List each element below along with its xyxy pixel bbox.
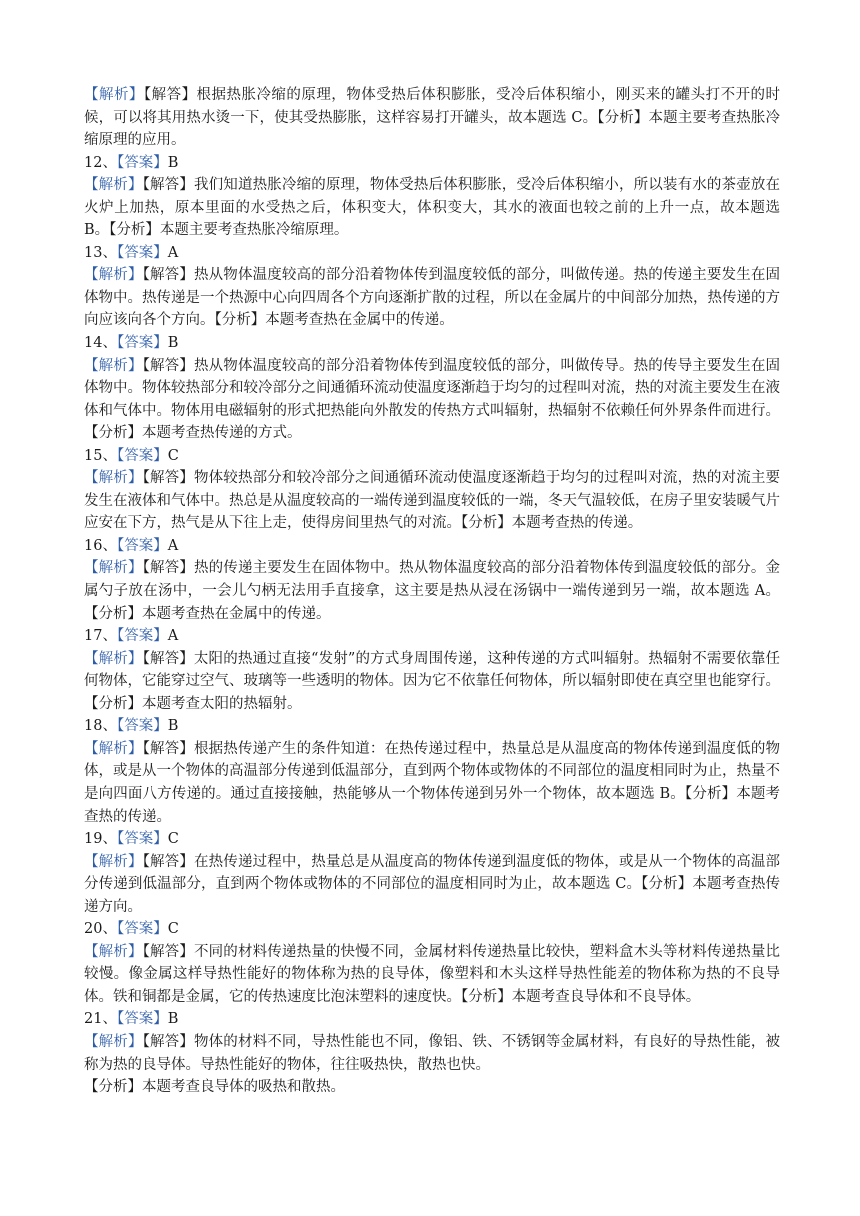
explanation-tag: 【解析】: [84, 560, 143, 577]
explanation-paragraph: [84, 264, 780, 332]
explanation-text: 【解答】根据热传递产生的条件知道：在热传递过程中，热量总是从温度高的物体传递到温度低的物体，或是从一个物体的高温部分传递到低温部分，直到两个物体或物体的不同部位的温度相同时为止，热量不是向四面八方传递的。通过直接接触，热能够从一个物体传递到另外一个物体，故本题选 B。【分析】本题考查热的传递。: [84, 740, 781, 825]
analysis-text: 【分析】本题考查太阳的热辐射。: [84, 695, 302, 712]
explanation-text: 【解答】在热传递过程中，热量总是从温度高的物体传递到温度低的物体，或是从一个物体的高温部分传递到低温部分，直到两个物体或物体的不同部位的温度相同时为止，故本题选 C。【分析】本题考查热传递方向。: [84, 853, 781, 915]
explanation-text: 【解答】热从物体温度较高的部分沿着物体传到温度较低的部分，叫做传导。热的传导主要发生在固体物中。物体较热部分和较冷部分之间通循环流动使温度逐渐趋于均匀的过程叫对流，热的对流主要发生在液体和气体中。物体用电磁辐射的形式把热能向外散发的传热方式叫辐射，热辐射不依赖任何外界条件而进行。【分析】本题考查热传递的方式。: [84, 357, 781, 442]
explanation-text: 【解答】物体的材料不同，导热性能也不同，像铝、铁、不锈钢等金属材料，有良好的导热性能，被称为热的良导体。导热性能好的物体，往往吸热快，散热也快。: [84, 1033, 781, 1073]
explanation-text: 【解答】不同的材料传递热量的快慢不同，金属材料传递热量比较快，塑料盒木头等材料传递热量比较慢。像金属这样导热性能好的物体称为热的良导体，像塑料和木头这样导热性能差的物体称为热的不良导体。铁和铜都是金属，它的传热速度比泡沫塑料的速度快。【分析】本题考查良导体和不良导体。: [84, 943, 781, 1005]
answer-tag: 【答案】: [116, 537, 168, 554]
explanation-paragraph: [84, 84, 780, 152]
answer-line: [84, 715, 780, 738]
answer-value: B: [167, 718, 179, 735]
question-number: 15、: [84, 447, 117, 464]
answer-value: A: [167, 628, 179, 645]
explanation-paragraph: [84, 941, 780, 1009]
explanation-paragraph: [84, 851, 780, 919]
explanation-tag: 【解析】: [84, 87, 144, 103]
explanation-tag: 【解析】: [84, 267, 143, 284]
explanation-tag: 【解析】: [84, 740, 143, 757]
question-number: 19、: [84, 831, 117, 848]
answer-tag: 【答案】: [116, 154, 168, 171]
analysis-line: [84, 1076, 780, 1099]
answer-value: C: [167, 921, 179, 938]
explanation-paragraph: [84, 648, 780, 693]
answer-line: [84, 242, 780, 265]
explanation-paragraph: [84, 738, 780, 828]
question-number: 12、: [84, 154, 117, 171]
answer-value: A: [167, 244, 179, 261]
explanation-tag: 【解析】: [84, 650, 143, 667]
explanation-tag: 【解析】: [84, 1033, 143, 1050]
explanation-text: 【解答】太阳的热通过直接“发射”的方式身周围传递，这种传递的方式叫辐射。热辐射不需要依靠任何物体，它能穿过空气、玻璃等一些透明的物体。因为它不依靠任何物体，所以辐射即使在真空里也能穿行。: [84, 650, 780, 690]
answer-tag: 【答案】: [116, 628, 168, 645]
explanation-paragraph: [84, 467, 780, 535]
explanation-tag: 【解析】: [84, 177, 143, 194]
answer-line: [84, 535, 780, 558]
question-number: 14、: [84, 335, 117, 352]
answer-value: A: [167, 537, 179, 554]
answer-line: [84, 625, 780, 648]
explanation-paragraph: [84, 174, 780, 242]
question-number: 20、: [84, 921, 117, 938]
answer-tag: 【答案】: [116, 921, 168, 938]
answer-tag: 【答案】: [116, 831, 168, 848]
explanation-paragraph: [84, 1031, 780, 1076]
question-number: 18、: [84, 718, 117, 735]
question-number: 17、: [84, 628, 117, 645]
answer-tag: 【答案】: [116, 335, 168, 352]
answer-analysis-document: [84, 84, 780, 1099]
explanation-paragraph: [84, 557, 780, 625]
answer-line: [84, 828, 780, 851]
explanation-tag: 【解析】: [84, 470, 143, 487]
answer-value: C: [167, 447, 179, 464]
answer-tag: 【答案】: [116, 718, 168, 735]
analysis-text: 【分析】本题考查良导体的吸热和散热。: [84, 1079, 345, 1096]
explanation-text: 【解答】热的传递主要发生在固体物中。热从物体温度较高的部分沿着物体传到温度较低的部分。金属勺子放在汤中，一会儿勺柄无法用手直接拿，这主要是热从浸在汤锅中一端传递到另一端，故本题选 A。【分析】本题考查热在金属中的传递。: [84, 560, 781, 622]
explanation-text: 【解答】物体较热部分和较冷部分之间通循环流动使温度逐渐趋于均匀的过程叫对流，热的对流主要发生在液体和气体中。热总是从温度较高的一端传递到温度较低的一端，冬天气温较低，在房子里安装暖气片应安在下方，热气是从下往上走，使得房间里热气的对流。【分析】本题考查热的传递。: [84, 470, 781, 532]
explanation-text: 【解答】根据热胀冷缩的原理，物体受热后体积膨胀，受冷后体积缩小，刚买来的罐头打不开的时候，可以将其用热水烫一下，使其受热膨胀，这样容易打开罐头，故本题选 C。【分析】本题主要考查热胀冷缩原理的应用。: [84, 87, 781, 149]
explanation-paragraph: [84, 355, 780, 445]
answer-value: B: [167, 1011, 179, 1028]
question-number: 13、: [84, 244, 117, 261]
answer-line: [84, 918, 780, 941]
explanation-tag: 【解析】: [84, 943, 143, 960]
explanation-text: 【解答】热从物体温度较高的部分沿着物体传到温度较低的部分，叫做传递。热的传递主要发生在固体物中。热传递是一个热源中心向四周各个方向逐渐扩散的过程，所以在金属片的中间部分加热，热传递的方向应该向各个方向。【分析】本题考查热在金属中的传递。: [84, 267, 781, 329]
answer-line: [84, 332, 780, 355]
answer-line: [84, 1008, 780, 1031]
explanation-text: 【解答】我们知道热胀冷缩的原理，物体受热后体积膨胀，受冷后体积缩小，所以装有水的茶壶放在火炉上加热，原本里面的水受热之后，体积变大，体积变大，其水的液面也较之前的上升一点，故本题选 B。【分析】本题主要考查热胀冷缩原理。: [84, 177, 781, 239]
answer-tag: 【答案】: [116, 1011, 168, 1028]
analysis-line: [84, 693, 780, 716]
answer-value: B: [167, 335, 179, 352]
answer-tag: 【答案】: [116, 447, 168, 464]
answer-value: C: [167, 831, 179, 848]
answer-value: B: [167, 154, 179, 171]
answer-line: [84, 445, 780, 468]
answer-line: [84, 152, 780, 175]
answer-tag: 【答案】: [116, 244, 168, 261]
question-number: 16、: [84, 537, 117, 554]
question-number: 21、: [84, 1011, 117, 1028]
explanation-tag: 【解析】: [84, 357, 143, 374]
explanation-tag: 【解析】: [84, 853, 143, 870]
